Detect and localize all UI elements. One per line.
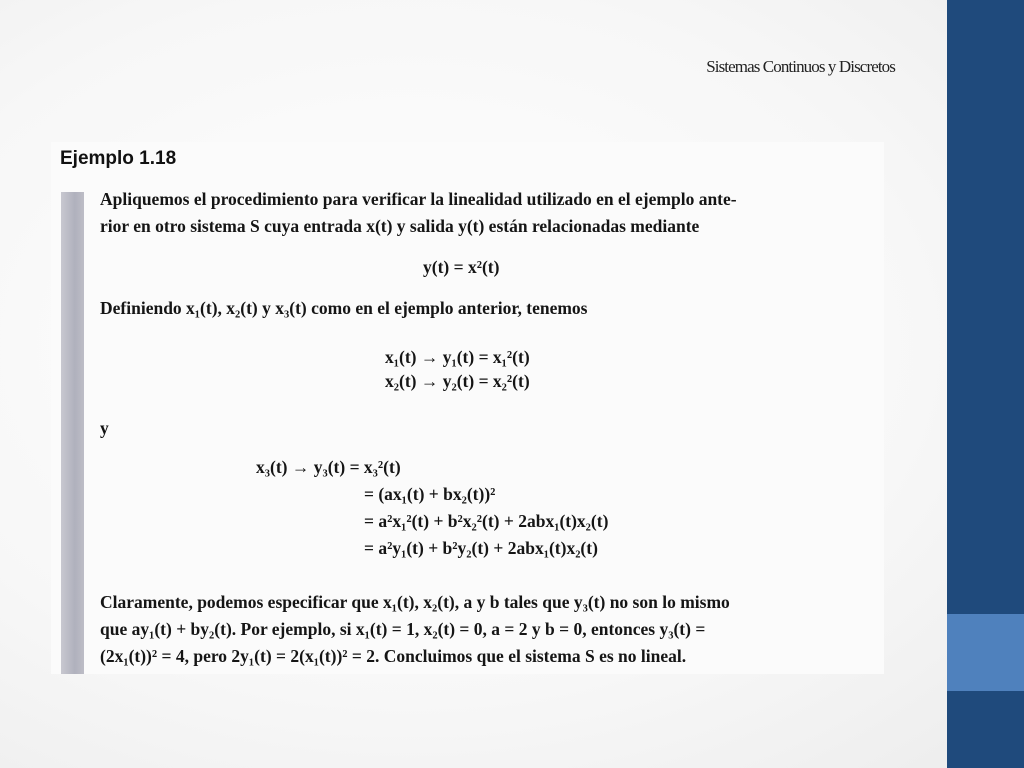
conclusion-line-1: Claramente, podemos especificar que x₁(t), x₂(t), a y b tales que y₃(t) no son lo mismo [100,592,730,612]
derivation-row-2: = (ax₁(t) + bx₂(t))² [364,484,496,504]
scanned-example-image [51,142,884,674]
margin-bar [61,192,84,674]
intro-paragraph [100,186,882,240]
main-equation: y(t) = x²(t) [423,257,500,277]
mapping-row-2: x₂(t) → y₂(t) = x₂²(t) [385,371,530,391]
derivation-block [256,454,608,562]
defining-text: Definiendo x₁(t), x₂(t) y x₃(t) como en el ejemplo anterior, tenemos [100,298,588,318]
mapping-row-1: x₁(t) → y₁(t) = x₁²(t) [385,347,530,367]
slide-header-title: Sistemas Continuos y Discretos [706,57,895,76]
conclusion-line-2: que ay₁(t) + by₂(t). Por ejemplo, si x₁(t) = 1, x₂(t) = 0, a = 2 y b = 0, entonces y₃(t) = [100,619,706,639]
conclusion-line-3: (2x₁(t))² = 4, pero 2y₁(t) = 2(x₁(t))² = 2. Concluimos que el sistema S es no lineal. [100,646,687,666]
derivation-row-4: = a²y₁(t) + b²y₂(t) + 2abx₁(t)x₂(t) [364,538,598,558]
derivation-row-3: = a²x₁²(t) + b²x₂²(t) + 2abx₁(t)x₂(t) [364,511,609,531]
example-title: Ejemplo 1.18 [60,148,177,169]
connector-word: y [100,418,109,438]
intro-line-1: Apliquemos el procedimiento para verificar la linealidad utilizado en el ejemplo ante- [100,189,737,209]
mapping-block [385,345,530,393]
intro-line-2: rior en otro sistema S cuya entrada x(t) y salida y(t) están relacionadas mediante [100,216,700,236]
derivation-row-1: x₃(t) → y₃(t) = x₃²(t) [256,457,401,477]
conclusion-paragraph [100,589,882,670]
sidebar-accent-block [947,614,1024,691]
